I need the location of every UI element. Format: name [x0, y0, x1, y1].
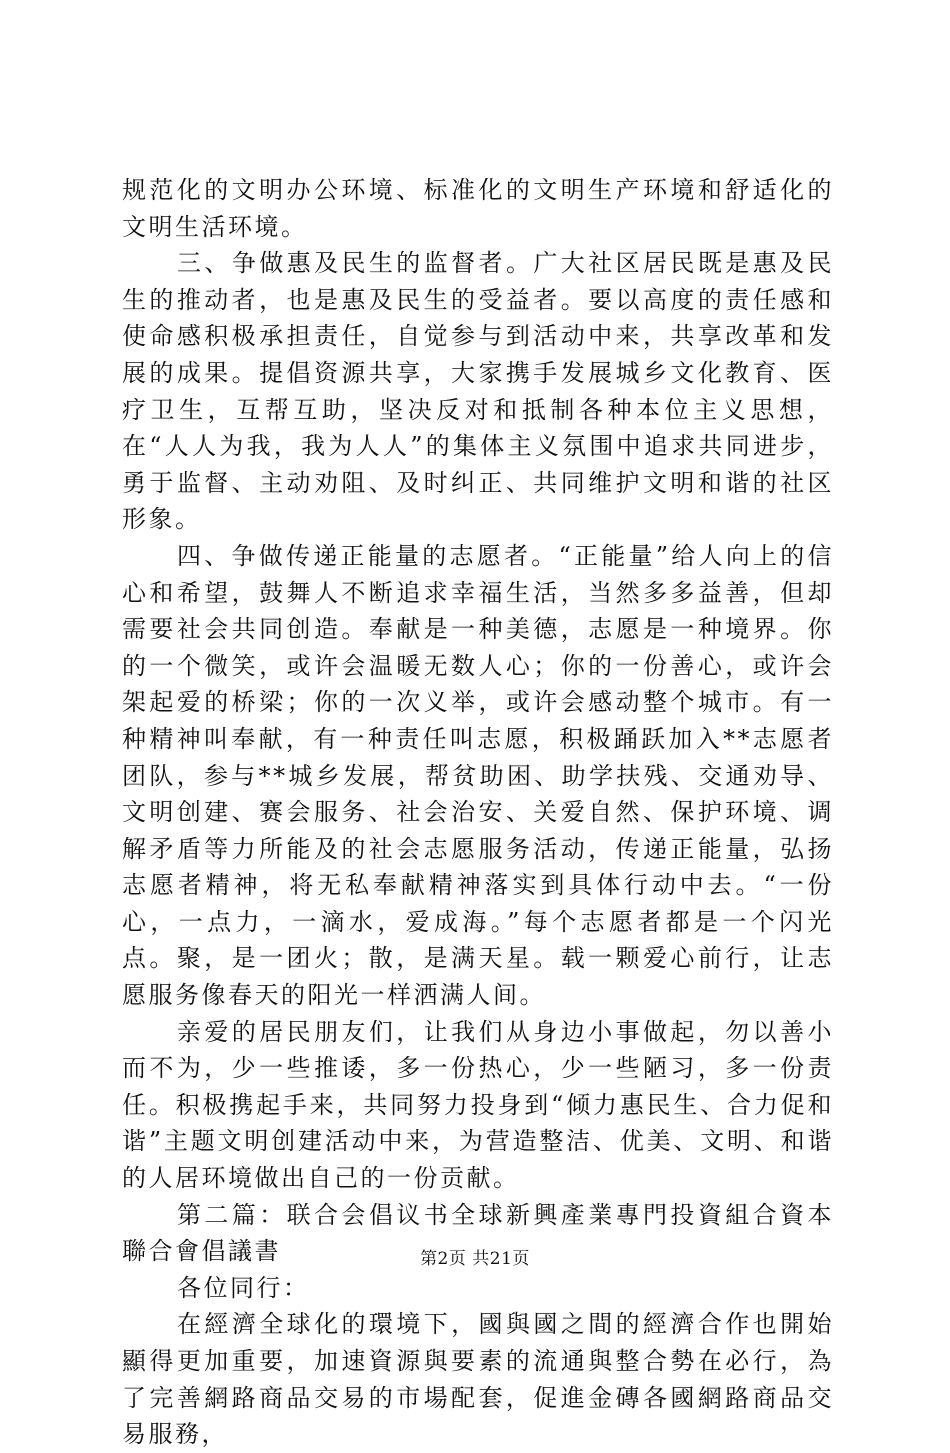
paragraph-chapter-two-body: 在經濟全球化的環境下，國與國之間的經濟合作也開始顯得更加重要，加速資源與要素的流通與整合勢在必行，為了完善網路商品交易的市場配套，促進金磚各國網路商品交易服務， [122, 1310, 834, 1449]
page-number-footer: 第2页 共21页 [420, 1249, 530, 1269]
paragraph-closing: 亲爱的居民朋友们，让我们从身边小事做起，勿以善小而不为，少一些推诿，多一份热心，少一些陋习，多一份责任。积极携起手来，共同努力投身到“倾力惠民生、合力促和谐”主题文明创建活动中来，为营造整洁、优美、文明、和谐的人居环境做出自己的一份贡献。 [122, 1017, 834, 1193]
paragraph-section-four: 四、争做传递正能量的志愿者。“正能量”给人向上的信心和希望，鼓舞人不断追求幸福生活，当然多多益善，但却需要社会共同创造。奉献是一种美德，志愿是一种境界。你的一个微笑，或许会温暖无数人心；你的一份善心，或许会架起爱的桥梁；你的一次义举，或许会感动整个城市。有一种精神叫奉献，有一种责任叫志愿，积极踊跃加入**志愿者团队，参与**城乡发展，帮贫助困、助学扶残、交通劝导、文明创建、赛会服务、社会治安、关爱自然、保护环境、调解矛盾等力所能及的社会志愿服务活动，传递正能量，弘扬志愿者精神，将无私奉献精神落实到具体行动中去。“一份心，一点力，一滴水，爱成海。”每个志愿者都是一个闪光点。聚，是一团火；散，是满天星。载一颗爱心前行，让志愿服务像春天的阳光一样洒满人间。 [122, 541, 834, 1010]
paragraph-salutation: 各位同行： [177, 1273, 310, 1302]
paragraph-section-three: 三、争做惠及民生的监督者。广大社区居民既是惠及民生的推动者，也是惠及民生的受益者。要以高度的责任感和使命感积极承担责任，自觉参与到活动中来，共享改革和发展的成果。提倡资源共享，大家携手发展城乡文化教育、医疗卫生，互帮互助，坚决反对和抵制各种本位主义思想，在“人人为我，我为人人”的集体主义氛围中追求共同进步，勇于监督、主动劝阻、及时纠正、共同维护文明和谐的社区形象。 [122, 249, 834, 534]
paragraph-chapter-two-title: 第二篇：联合会倡议书全球新興產業專門投資組合資本聯合會倡議書 [122, 1200, 834, 1266]
paragraph-continuation: 规范化的文明办公环境、标准化的文明生产环境和舒适化的文明生活环境。 [122, 176, 834, 241]
